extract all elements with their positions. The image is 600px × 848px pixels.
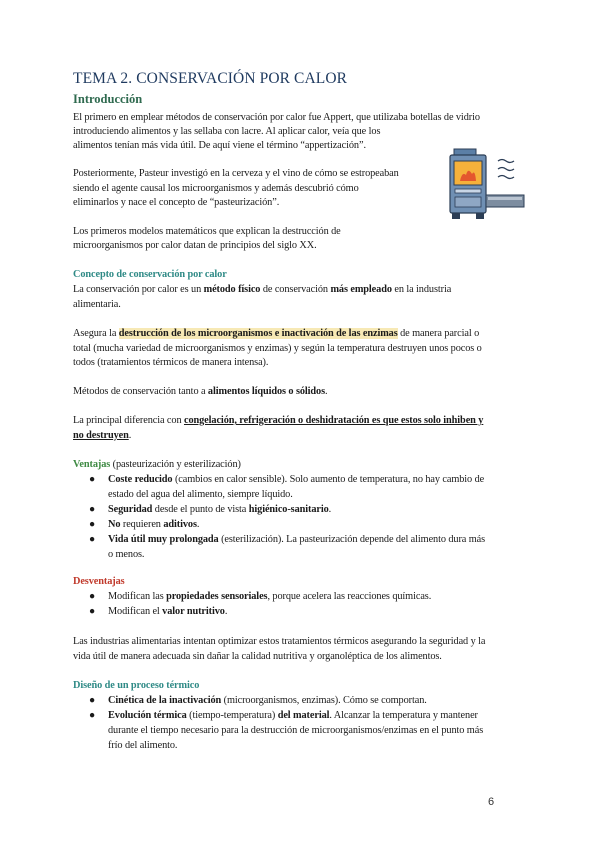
diseno-heading: Diseño de un proceso térmico bbox=[73, 680, 200, 691]
text-span: en la industria bbox=[391, 284, 452, 295]
intro-p1-line3: alimentos tenían más vida útil. De aquí viene el término “appertización”. bbox=[73, 140, 366, 151]
diferencia-line1 bbox=[73, 413, 483, 428]
text-span: (cambios en calor sensible). Solo aumento de temperatura, no hay cambio de bbox=[172, 474, 485, 485]
text-span: de conservación bbox=[260, 284, 331, 295]
text-span: . bbox=[325, 386, 328, 397]
list-item bbox=[73, 502, 543, 517]
bold-span: Cinética de la inactivación bbox=[108, 695, 222, 706]
intro-heading: Introducción bbox=[73, 92, 143, 106]
bullet-icon: ● bbox=[89, 519, 96, 530]
intro-p2-line3: eliminarlos y nace el concepto de “pasteurización”. bbox=[73, 197, 280, 208]
diferencia-line2 bbox=[73, 428, 131, 443]
text-span: estado del agua del alimento, siempre líquido. bbox=[108, 489, 293, 500]
industrias-line1: Las industrias alimentarias intentan optimizar estos tratamientos térmicos asegurando la seguridad y la bbox=[73, 636, 486, 647]
text-span: frío del alimento. bbox=[108, 740, 178, 751]
text-span: La conservación por calor es un bbox=[73, 284, 204, 295]
page-title: TEMA 2. CONSERVACIÓN POR CALOR bbox=[73, 70, 348, 87]
desventajas-heading: Desventajas bbox=[73, 576, 125, 587]
bold-span: propiedades sensoriales bbox=[166, 591, 268, 602]
list-item-continuation bbox=[73, 547, 543, 562]
list-item bbox=[73, 604, 543, 619]
asegura-line3: todos (tratamientos térmicos de manera intensa). bbox=[73, 357, 269, 368]
bullet-icon: ● bbox=[89, 591, 96, 602]
bullet-icon: ● bbox=[89, 695, 96, 706]
underlined-span: no destruyen bbox=[73, 430, 129, 441]
text-span: (microorganismos, enzimas). Cómo se comportan. bbox=[221, 695, 427, 706]
text-span: . Alcanzar la temperatura y mantener bbox=[329, 710, 478, 721]
ventajas-label: Ventajas bbox=[73, 459, 111, 470]
concepto-line2: alimentaria. bbox=[73, 299, 121, 310]
intro-p1-line2: introduciendo alimentos y las sellaba con lacre. Al aplicar calor, veía que los bbox=[73, 126, 381, 137]
list-item bbox=[73, 708, 543, 723]
bold-span: del material bbox=[277, 710, 330, 721]
asegura-line2: total (mucha variedad de microorganismos y enzimas) y según la temperatura destruyen unos pocos o bbox=[73, 343, 482, 354]
list-item bbox=[73, 472, 543, 487]
bold-span: Vida útil muy prolongada bbox=[108, 534, 219, 545]
highlighted-span: destrucción de los microorganismos e inactivación de las enzimas bbox=[118, 328, 398, 339]
bold-span: método físico bbox=[203, 284, 261, 295]
bold-span: alimentos líquidos o sólidos bbox=[207, 386, 325, 397]
text-span: Asegura la bbox=[73, 328, 119, 339]
bold-span: higiénico-sanitario bbox=[248, 504, 329, 515]
text-span: . bbox=[196, 519, 200, 530]
underlined-span: congelación, refrigeración o deshidratación es que estos solo inhiben y bbox=[183, 415, 484, 426]
intro-p2-line2: siendo el agente causal los microorganismos y además descubrió cómo bbox=[73, 183, 359, 194]
bold-span: No bbox=[108, 519, 121, 530]
text-span: (esterilización). La pasteurización depende del alimento dura más bbox=[218, 534, 486, 545]
intro-p3-line1: Los primeros modelos matemáticos que explican la destrucción de bbox=[73, 226, 341, 237]
bold-span: Coste reducido bbox=[108, 474, 173, 485]
bullet-icon: ● bbox=[89, 710, 96, 721]
list-item bbox=[73, 517, 543, 532]
text-span: , porque acelera las reacciones químicas. bbox=[267, 591, 432, 602]
intro-p2-line1: Posteriormente, Pasteur investigó en la cerveza y el vino de cómo se estropeaban bbox=[73, 168, 399, 179]
bold-span: Seguridad bbox=[108, 504, 153, 515]
text-span: . bbox=[328, 504, 332, 515]
list-item-continuation bbox=[73, 487, 543, 502]
list-item-continuation bbox=[73, 738, 543, 753]
oven-heat-icon bbox=[448, 147, 528, 221]
bold-span: más empleado bbox=[330, 284, 392, 295]
bullet-icon: ● bbox=[89, 504, 96, 515]
text-span: Modifican el bbox=[108, 606, 163, 617]
bullet-icon: ● bbox=[89, 606, 96, 617]
text-span: Modifican las bbox=[108, 591, 167, 602]
industrias-line2: vida útil de manera adecuada sin dañar la calidad nutritiva y organoléptica de los alimentos. bbox=[73, 651, 442, 662]
intro-p3-line2: microorganismos por calor datan de principios del siglo XX. bbox=[73, 240, 317, 251]
list-item-continuation bbox=[73, 723, 543, 738]
list-item bbox=[73, 532, 543, 547]
bullet-icon: ● bbox=[89, 534, 96, 545]
bullet-icon: ● bbox=[89, 474, 96, 485]
diseno-list bbox=[73, 693, 543, 753]
intro-p1-line1: El primero en emplear métodos de conservación por calor fue Appert, que utilizaba botellas de vidrio bbox=[73, 112, 480, 123]
bold-span: Evolución térmica bbox=[108, 710, 187, 721]
text-span: requieren bbox=[120, 519, 164, 530]
bold-span: valor nutritivo bbox=[162, 606, 225, 617]
ventajas-list bbox=[73, 472, 543, 562]
ventajas-sub: (pasteurización y esterilización) bbox=[110, 459, 241, 470]
bold-span: aditivos bbox=[163, 519, 197, 530]
text-span: . bbox=[224, 606, 228, 617]
concepto-line1 bbox=[73, 282, 451, 297]
concepto-heading: Concepto de conservación por calor bbox=[73, 269, 227, 280]
text-span: . bbox=[128, 430, 132, 441]
asegura-line1 bbox=[73, 326, 479, 341]
list-item bbox=[73, 693, 543, 708]
text-span: o menos. bbox=[108, 549, 145, 560]
metodos-line bbox=[73, 384, 327, 399]
text-span: La principal diferencia con bbox=[73, 415, 184, 426]
desventajas-list bbox=[73, 589, 543, 619]
text-span: de manera parcial o bbox=[397, 328, 480, 339]
ventajas-heading bbox=[73, 457, 241, 472]
text-span: desde el punto de vista bbox=[152, 504, 249, 515]
text-span: Métodos de conservación tanto a bbox=[73, 386, 208, 397]
list-item bbox=[73, 589, 543, 604]
text-span: (tiempo-temperatura) bbox=[186, 710, 278, 721]
page-number: 6 bbox=[488, 796, 495, 808]
text-span: durante el tiempo necesario para la destrucción de microorganismos/enzimas en el punto más bbox=[108, 725, 484, 736]
